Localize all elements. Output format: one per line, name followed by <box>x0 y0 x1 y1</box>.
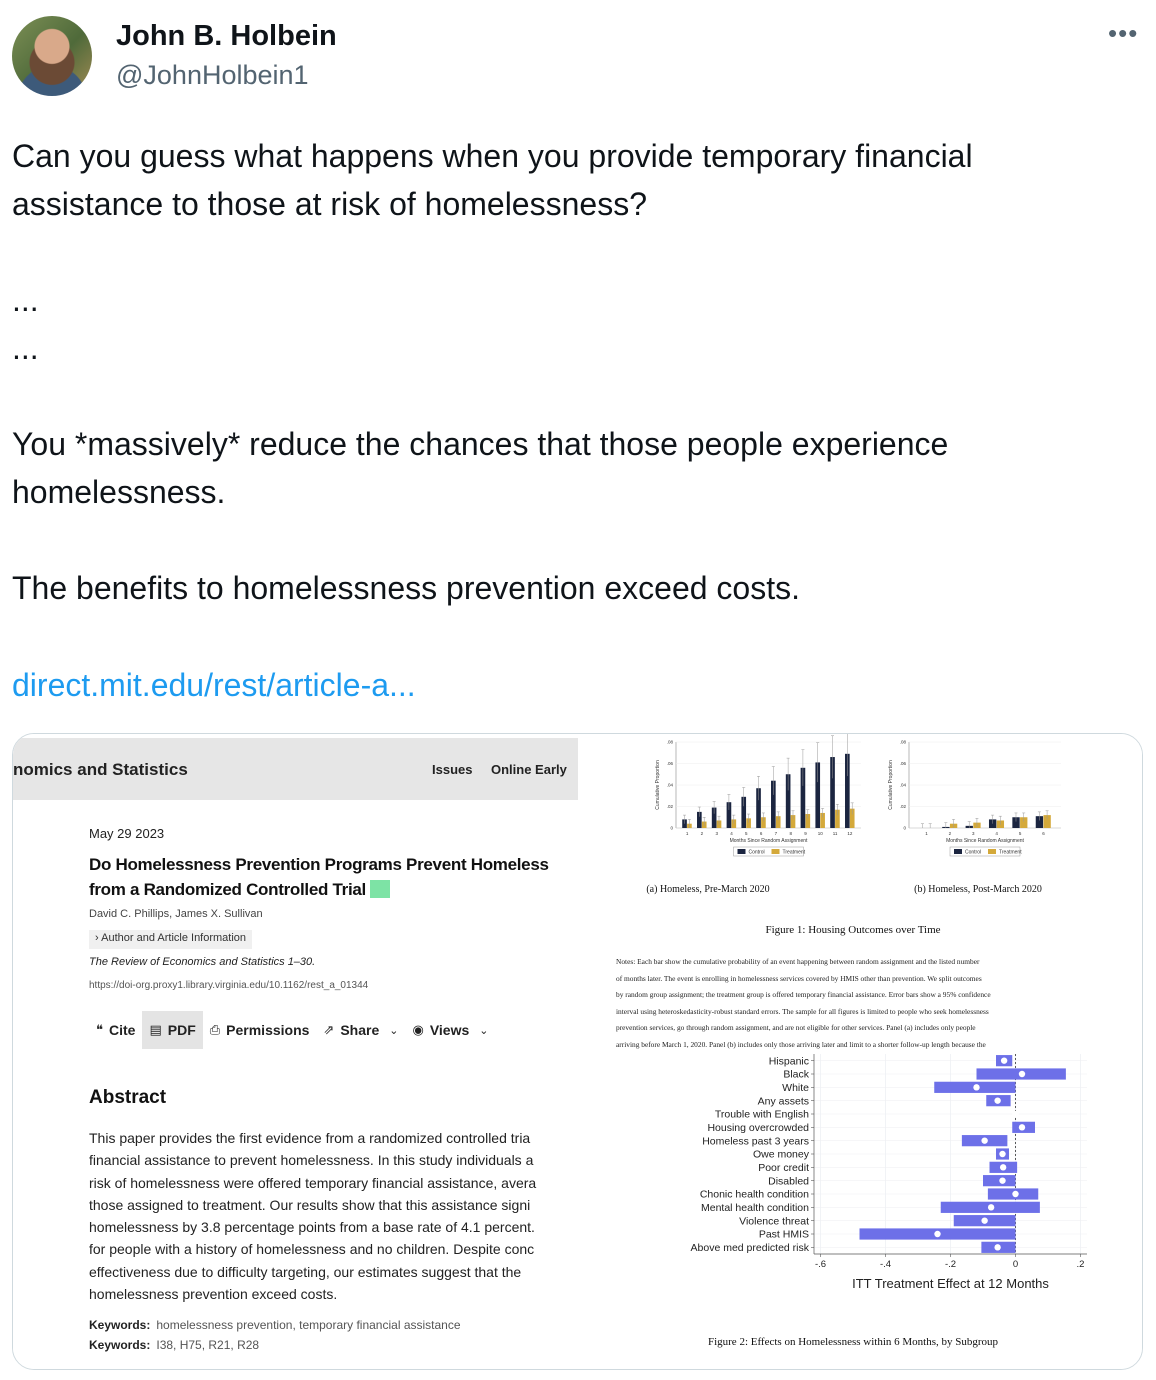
share-label: Share <box>340 1022 380 1038</box>
x-tick-label: 6 <box>759 831 763 836</box>
x-axis-label: ITT Treatment Effect at 12 Months <box>852 1276 1049 1291</box>
keywords-label: Keywords: <box>89 1338 151 1352</box>
permissions-tool <box>203 1011 317 1049</box>
notes-line: prevention services, go through random assignment, and are not eligible for other services. Panel (a) includes only people <box>616 1023 976 1033</box>
figure1-panel-a <box>655 734 861 856</box>
article-toolbar <box>89 1011 495 1049</box>
article-authors: David C. Phillips, James X. Sullivan <box>89 908 263 920</box>
nav-online-early: Online Early <box>491 762 567 777</box>
x-tick-label: 4 <box>730 831 733 836</box>
point-estimate <box>934 1231 940 1237</box>
quote-icon: ❝ <box>96 1022 103 1037</box>
author-handle[interactable]: @JohnHolbein1 <box>116 60 309 90</box>
panel-b-caption: (b) Homeless, Post-March 2020 <box>914 884 1042 895</box>
tweet-text: Can you guess what happens when you provide temporary financial assistance to those at risk of homelessness? ... ... You *massively* reduce the chances that those people experience homelessness. The benefits to homelessness prevention exceed costs. <box>12 138 973 606</box>
keywords-label: Keywords: <box>89 1318 151 1332</box>
share-tool <box>316 1011 405 1049</box>
y-axis-label: Cumulative Proportion <box>888 760 894 810</box>
permissions-label: Permissions <box>226 1022 310 1038</box>
y-tick-label: .08 <box>666 739 673 745</box>
point-estimate <box>981 1137 987 1143</box>
x-tick-label: 4 <box>995 831 998 836</box>
legend-label: Control <box>748 849 765 856</box>
x-axis-label: Months Since Random Assignment <box>946 838 1024 844</box>
x-tick-label: 12 <box>847 831 853 836</box>
subgroup-label: Above med predicted risk <box>690 1241 809 1254</box>
article-doi: https://doi-org.proxy1.library.virginia.edu/10.1162/rest_a_01344 <box>89 980 369 991</box>
point-estimate <box>999 1151 1005 1157</box>
chevron-down-icon: ⌄ <box>479 1024 489 1037</box>
x-tick-label: 9 <box>804 831 807 836</box>
tweet-link[interactable]: direct.mit.edu/rest/article-a... <box>12 667 416 703</box>
legend-label: Treatment <box>782 849 806 856</box>
y-tick-label: .04 <box>899 782 906 788</box>
point-estimate <box>994 1097 1000 1103</box>
x-tick-label: .2 <box>1076 1259 1085 1270</box>
point-estimate <box>1012 1191 1018 1197</box>
panel-a-caption: (a) Homeless, Pre-March 2020 <box>646 884 770 895</box>
y-tick-label: .04 <box>666 782 673 788</box>
pdf-label: PDF <box>167 1022 196 1038</box>
point-estimate <box>988 1204 994 1210</box>
x-tick-label: 6 <box>1042 831 1045 836</box>
legend-swatch <box>988 849 996 854</box>
legend-swatch <box>738 849 746 854</box>
article-screenshot <box>13 734 578 1370</box>
article-title-line2: from a Randomized Controlled Trial <box>89 880 366 899</box>
notes-line: of months later. The event is enrolling in homelessness services covered by HMIS other than prevention. We split outcomes <box>616 973 982 983</box>
article-title <box>89 852 578 902</box>
x-tick-label: 7 <box>774 831 778 836</box>
x-tick-label: 1 <box>685 831 689 836</box>
abstract-line: effectiveness due to difficulty targeting, our estimates suggest that the <box>89 1263 522 1280</box>
more-options-icon[interactable]: ••• <box>1108 18 1139 48</box>
legend-swatch <box>954 849 962 854</box>
point-estimate <box>1000 1164 1006 1170</box>
abstract-line: financial assistance to prevent homelessness. In this study individuals a <box>89 1152 534 1169</box>
cite-label: Cite <box>109 1022 136 1038</box>
x-tick-label: 2 <box>948 831 952 836</box>
article-title-line1: Do Homelessness Prevention Programs Prevent Homeless <box>89 855 549 874</box>
legend-label: Control <box>965 849 982 856</box>
subgroup-label: Any assets <box>757 1095 809 1108</box>
author-info-label: Author and Article Information <box>101 932 247 944</box>
author-name[interactable]: John B. Holbein <box>116 20 337 52</box>
x-tick-label: -.2 <box>944 1259 957 1270</box>
keywords-jel: I38, H75, R21, R28 <box>156 1338 260 1352</box>
subgroup-label: Owe money <box>752 1148 809 1161</box>
subgroup-label: Trouble with English <box>714 1108 809 1121</box>
x-tick-label: 10 <box>817 831 823 836</box>
figure1-caption: Figure 1: Housing Outcomes over Time <box>765 924 941 936</box>
article-citation: The Review of Economics and Statistics 1–30. <box>89 956 316 968</box>
x-tick-label: 3 <box>715 831 718 836</box>
x-axis-label: Months Since Random Assignment <box>729 838 808 844</box>
point-estimate <box>999 1177 1005 1183</box>
x-tick-label: 11 <box>832 831 838 836</box>
permissions-icon: ⎙ <box>209 1022 221 1037</box>
y-tick-label: .02 <box>666 804 673 809</box>
figure1-notes <box>616 954 1116 1054</box>
share-icon: ⇗ <box>323 1022 335 1037</box>
abstract-line: homelessness prevention exceed costs. <box>89 1286 338 1303</box>
x-tick-label: 5 <box>1018 831 1022 836</box>
nav-issues: Issues <box>432 762 473 777</box>
eye-icon: ◉ <box>412 1022 424 1037</box>
subgroup-label: Housing overcrowded <box>707 1121 809 1134</box>
keywords-row <box>89 1338 259 1352</box>
figure1-panel-b <box>888 740 1061 857</box>
paper-figures <box>578 734 1143 1370</box>
views-label: Views <box>429 1022 470 1038</box>
x-tick-label: -.4 <box>879 1259 892 1270</box>
x-tick-label: 8 <box>789 831 792 836</box>
point-estimate <box>973 1084 979 1090</box>
subgroup-label: Disabled <box>768 1175 809 1188</box>
legend-swatch <box>772 849 780 854</box>
article-date: May 29 2023 <box>89 826 165 841</box>
y-tick-label: 0 <box>903 825 906 831</box>
y-tick-label: .08 <box>899 739 906 745</box>
abstract-text <box>89 1127 578 1305</box>
abstract-line: homelessness by 3.8 percentage points from a base rate of 4.1 percent. <box>89 1219 535 1236</box>
abstract-line: for people with a history of homelessness and no children. Despite conc <box>89 1241 535 1258</box>
subgroup-label: Violence threat <box>739 1215 809 1228</box>
journal-name: nomics and Statistics <box>13 760 188 779</box>
subgroup-label: Black <box>783 1068 809 1081</box>
pdf-icon: ▤ <box>149 1022 162 1037</box>
notes-line: Notes: Each bar show the cumulative probability of an event happening between random assignment and the listed number <box>616 957 980 966</box>
notes-line: arriving before March 1, 2020. Panel (b) includes only those arriving later and limit to a shorter follow-up length because the <box>616 1039 986 1049</box>
chevron-right-icon: › <box>95 932 99 944</box>
point-estimate <box>1019 1124 1025 1130</box>
figure2-caption: Figure 2: Effects on Homelessness within 6 Months, by Subgroup <box>707 1336 999 1348</box>
tweet-media[interactable] <box>12 733 1143 1370</box>
author-info-toggle <box>89 930 252 949</box>
x-tick-label: 1 <box>925 831 928 836</box>
y-tick-label: .06 <box>899 761 906 766</box>
avatar[interactable] <box>12 16 92 96</box>
keywords-row <box>89 1318 461 1332</box>
point-estimate <box>994 1244 1000 1250</box>
x-tick-label: -.6 <box>814 1259 827 1270</box>
subgroup-label: Mental health condition <box>701 1201 809 1214</box>
x-tick-label: 3 <box>972 831 975 836</box>
notes-line: by random group assignment; the treatment group is offered temporary financial assistance. Error bars show a 95% confidence <box>616 990 991 1000</box>
point-estimate <box>981 1217 987 1223</box>
x-tick-label: 5 <box>745 831 748 836</box>
pdf-tool <box>142 1011 202 1049</box>
abstract-line: those assigned to treatment. Our results show that this assistance signi <box>89 1196 531 1213</box>
subgroup-label: White <box>782 1081 809 1094</box>
legend-label: Treatment <box>999 849 1022 856</box>
abstract-line: This paper provides the first evidence from a randomized controlled tria <box>89 1130 531 1146</box>
y-tick-label: 0 <box>670 825 673 831</box>
subgroup-label: Chonic health condition <box>699 1188 809 1201</box>
figure2-chart <box>691 1054 1087 1291</box>
abstract-heading: Abstract <box>89 1087 167 1108</box>
abstract-line: risk of homelessness were offered temporary financial assistance, avera <box>89 1174 537 1191</box>
ci-bar <box>983 1175 1016 1186</box>
point-estimate <box>1001 1057 1007 1063</box>
chevron-down-icon: ⌄ <box>389 1024 399 1037</box>
open-access-icon <box>370 880 390 898</box>
point-estimate <box>1019 1071 1025 1077</box>
y-tick-label: .02 <box>899 804 906 809</box>
point-estimate <box>1012 1111 1018 1117</box>
keywords-topics: homelessness prevention, temporary financial assistance <box>156 1318 461 1332</box>
subgroup-label: Homeless past 3 years <box>702 1135 809 1148</box>
x-tick-label: 2 <box>700 831 704 836</box>
views-tool <box>405 1011 495 1049</box>
y-tick-label: .06 <box>666 761 673 766</box>
y-axis-label: Cumulative Proportion <box>655 760 661 810</box>
subgroup-label: Poor credit <box>758 1161 809 1174</box>
subgroup-label: Hispanic <box>768 1055 809 1068</box>
x-tick-label: 0 <box>1012 1259 1019 1270</box>
notes-line: interval using heteroskedasticity-robust standard errors. The sample for all figures is limited to people who seek homelessness <box>616 1006 989 1016</box>
subgroup-label: Past HMIS <box>758 1228 809 1241</box>
cite-tool <box>89 1011 142 1049</box>
